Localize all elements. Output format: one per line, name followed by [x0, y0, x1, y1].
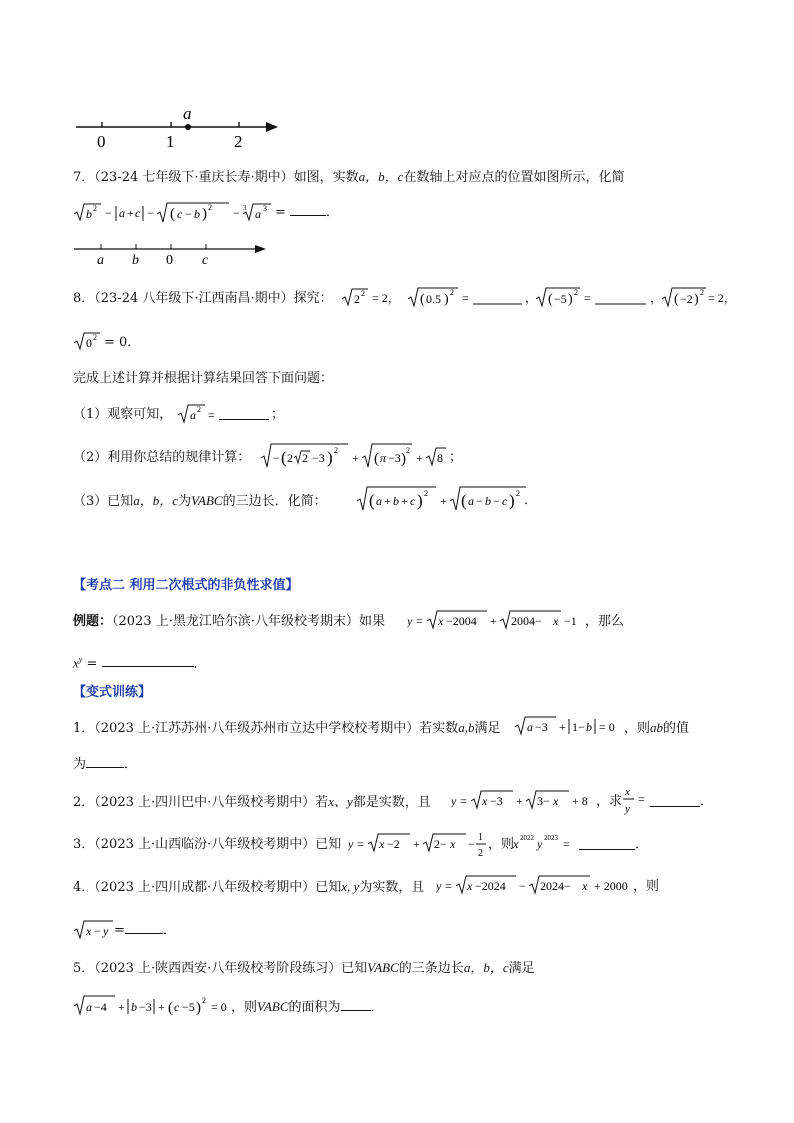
svg-text:−5: −5 — [554, 292, 567, 306]
example-line2 — [73, 650, 207, 674]
v2-frac-den: y — [625, 803, 630, 815]
svg-text:): ) — [509, 491, 515, 510]
svg-text:): ) — [202, 206, 207, 222]
v5-line2-tail: ，则 — [231, 1000, 258, 1015]
q7-line1 — [73, 167, 624, 188]
v1-tail2: 的值 — [663, 721, 690, 736]
v4-vars: x, y — [341, 879, 360, 894]
v4-mid: 为实数，且 — [359, 880, 425, 895]
v2-vars: x、y — [328, 794, 353, 809]
svg-text:1: 1 — [478, 832, 483, 843]
example-expr — [407, 608, 587, 632]
example-x: x — [73, 655, 79, 671]
svg-text:y: y — [436, 879, 442, 893]
v3-expr — [348, 826, 488, 860]
svg-text:3: 3 — [263, 204, 267, 213]
v5-line2-triangle: VABC — [257, 999, 289, 1014]
svg-text:+: + — [516, 794, 523, 808]
svg-text:c: c — [174, 1000, 180, 1014]
example-blank[interactable] — [102, 654, 194, 667]
svg-text:3: 3 — [243, 204, 247, 212]
v4-tail: ，则 — [633, 879, 660, 894]
q8-expressions — [340, 285, 740, 311]
q8-zero-text: = 0． — [104, 335, 141, 350]
svg-text:y: y — [103, 924, 109, 938]
v2-fraction — [622, 782, 650, 818]
q8-p3-triangle: VABC — [191, 493, 223, 508]
svg-text:2: 2 — [93, 204, 97, 213]
v4-end: ． — [162, 923, 176, 938]
v5-line2-end: 的面积为 — [288, 1000, 341, 1015]
svg-text:−2024: −2024 — [475, 879, 506, 893]
v1-line2 — [73, 755, 137, 775]
svg-text:= 2，: = 2， — [372, 291, 400, 305]
q8-p2-expr — [260, 440, 450, 472]
svg-text:2: 2 — [302, 451, 308, 465]
svg-text:8: 8 — [437, 451, 443, 465]
svg-text:=: = — [208, 408, 215, 422]
svg-text:+ 8: + 8 — [572, 794, 588, 808]
q7-vars: a，b，c — [358, 169, 404, 184]
svg-text:): ) — [568, 292, 573, 307]
svg-text:): ) — [417, 491, 423, 510]
svg-text:2: 2 — [208, 203, 212, 212]
svg-text:−: − — [105, 206, 112, 220]
v5-text: 5．（2023 上·陕西西安·八年级校考阶段练习）已知 — [73, 961, 368, 976]
svg-text:−2004: −2004 — [446, 614, 477, 628]
svg-text:(: ( — [281, 448, 287, 467]
q7-tail: 在数轴上对应点的位置如图所示，化简 — [403, 170, 625, 185]
v2-frac-num: x — [625, 786, 630, 798]
svg-text:−2: −2 — [680, 292, 693, 306]
svg-text:): ) — [694, 292, 699, 307]
svg-text:+: + — [440, 494, 447, 508]
svg-text:b: b — [586, 720, 592, 734]
v4-line1 — [73, 877, 424, 898]
svg-text:a: a — [527, 720, 533, 734]
svg-text:1−: 1− — [572, 720, 585, 734]
example-eq: = — [86, 656, 98, 672]
q8-line2 — [73, 369, 333, 389]
svg-text:2: 2 — [361, 289, 365, 298]
svg-text:x: x — [553, 614, 559, 628]
q8-p1-expr — [177, 402, 217, 426]
svg-text:=: = — [460, 794, 467, 808]
q8-p3-vars: a，b，c — [133, 493, 179, 508]
svg-text:x: x — [513, 837, 519, 851]
svg-text:2023: 2023 — [544, 834, 558, 842]
svg-text:x: x — [582, 879, 588, 893]
v2-mid: 都是实数，且 — [352, 795, 431, 810]
v3-blank[interactable] — [579, 837, 635, 850]
svg-text:(: ( — [674, 292, 679, 307]
q8-p1-blank[interactable] — [219, 407, 269, 420]
v2-blank[interactable] — [650, 794, 700, 807]
nl2-label-0: 0 — [166, 253, 173, 268]
v2-expr — [451, 788, 601, 812]
v2-line1 — [73, 792, 431, 813]
v5-tail: 满足 — [508, 961, 535, 976]
svg-text:−3: −3 — [535, 720, 548, 734]
q8-p3-mid: 为 — [178, 494, 192, 509]
svg-text:(: ( — [548, 292, 553, 307]
q8-part1 — [73, 405, 172, 425]
svg-text:−3: −3 — [139, 1000, 152, 1014]
v1-tail-wrap — [624, 718, 689, 739]
svg-text:2022: 2022 — [520, 834, 534, 842]
svg-text:c: c — [410, 494, 416, 508]
point-a-label: a — [183, 105, 192, 123]
svg-text:2: 2 — [354, 292, 360, 306]
q7-blank[interactable] — [290, 203, 326, 216]
v5-line2-dot: ． — [370, 1000, 384, 1015]
example-end: ． — [193, 656, 207, 672]
svg-text:+: + — [413, 837, 420, 851]
v1-line1 — [73, 718, 501, 739]
svg-text:a: a — [119, 206, 125, 220]
example-tail: ，那么 — [585, 614, 625, 629]
svg-text:x: x — [379, 837, 385, 851]
svg-text:−: − — [233, 206, 240, 220]
svg-text:−: − — [94, 924, 101, 938]
svg-text:−: − — [468, 837, 475, 851]
svg-text:π: π — [380, 451, 387, 465]
example-line1 — [73, 612, 385, 632]
svg-text:x: x — [86, 924, 92, 938]
tick-label-1: 1 — [166, 132, 175, 151]
v5-vars: a，b，c — [463, 960, 509, 975]
q8-p2-end: ； — [449, 450, 463, 465]
v2-end: ． — [700, 794, 714, 809]
v1-line2-text: 为 — [73, 757, 87, 772]
svg-text:y: y — [407, 614, 413, 628]
q7-answer: = ． — [275, 205, 340, 220]
svg-text:，: ， — [650, 291, 663, 305]
svg-text:y: y — [451, 794, 457, 808]
v3-end: ． — [635, 837, 649, 852]
svg-text:+: + — [559, 720, 566, 734]
q8-p3-mid2: 的三边长．化简： — [222, 494, 327, 509]
svg-text:2−: 2− — [434, 837, 447, 851]
svg-text:3−: 3− — [537, 794, 550, 808]
v2-tail: ，求 — [596, 794, 623, 809]
svg-text:): ) — [327, 448, 333, 467]
svg-text:2: 2 — [197, 405, 201, 414]
q8-p1-end: ； — [271, 407, 285, 422]
svg-text:+: + — [384, 494, 391, 508]
q8-line1 — [73, 289, 333, 309]
svg-text:= 0: = 0 — [599, 720, 615, 734]
v2-eq: = — [638, 792, 645, 806]
svg-text:−: − — [476, 494, 483, 508]
svg-text:x: x — [482, 794, 488, 808]
svg-text:−: − — [147, 206, 154, 220]
v5-mid: 的三条边长 — [398, 961, 464, 976]
q8-p2-text: （2）利用你总结的规律计算： — [73, 450, 251, 465]
example-y-sup: y — [78, 655, 83, 664]
v4-eq: = — [114, 923, 125, 938]
q8-part3 — [73, 491, 327, 512]
svg-text:a: a — [86, 1000, 92, 1014]
nl2-label-b: b — [132, 253, 139, 268]
section-title-2: 【考点二 利用二次根式的非负性求值】 — [73, 578, 299, 593]
svg-text:b: b — [194, 207, 200, 221]
svg-text:0.5: 0.5 — [426, 292, 441, 306]
svg-text:c: c — [135, 206, 141, 220]
svg-text:(: ( — [168, 1000, 173, 1016]
v3-line1 — [73, 835, 341, 855]
v5-blank[interactable] — [341, 998, 371, 1011]
svg-text:2: 2 — [516, 489, 520, 498]
q8-p3-expr — [356, 483, 528, 515]
svg-text:−5: −5 — [182, 1000, 195, 1014]
nl2-label-c: c — [202, 253, 209, 268]
v3-tail: ，则 — [488, 837, 515, 852]
v3-text: 3．（2023 上·山西临汾·八年级校考期中）已知 — [73, 837, 342, 852]
q7-equals: = — [275, 205, 286, 220]
v4-blank[interactable] — [125, 921, 163, 934]
svg-text:−: − — [493, 494, 500, 508]
q8-p1-text: （1）观察可知， — [73, 407, 173, 422]
variant-title: 【变式训练】 — [73, 685, 152, 700]
svg-text:−: − — [185, 207, 192, 221]
svg-text:=: = — [563, 837, 570, 851]
v1-blank[interactable] — [86, 755, 124, 768]
svg-text:2: 2 — [93, 333, 97, 342]
svg-text:(: ( — [170, 206, 175, 222]
svg-text:2: 2 — [574, 288, 578, 297]
svg-text:−: − — [519, 879, 526, 893]
svg-text:c: c — [177, 207, 183, 221]
svg-text:2: 2 — [406, 446, 410, 455]
v1-tail: ，则 — [624, 721, 651, 736]
svg-text:+: + — [158, 1000, 165, 1014]
v2-text: 2．（2023 上·四川巴中·八年级校考期中）若 — [73, 795, 329, 810]
v1-expr — [514, 714, 626, 738]
svg-text:=: = — [416, 614, 423, 628]
svg-text:2: 2 — [334, 446, 338, 455]
svg-text:2004−: 2004− — [511, 614, 542, 628]
v3-power — [513, 830, 581, 854]
svg-text:−1: −1 — [564, 614, 577, 628]
v4-line2 — [114, 921, 176, 941]
svg-text:): ) — [444, 292, 449, 307]
svg-text:2: 2 — [700, 288, 704, 297]
example-text: （2023 上·黑龙江哈尔滨·八年级校考期末）如果 — [112, 614, 385, 629]
svg-text:+: + — [127, 206, 134, 220]
v5-line1 — [73, 958, 535, 979]
svg-text:b: b — [393, 494, 399, 508]
svg-text:b: b — [131, 1000, 137, 1014]
svg-text:+: + — [416, 451, 423, 465]
svg-text:2024−: 2024− — [540, 879, 571, 893]
svg-text:a: a — [376, 494, 382, 508]
number-line-1 — [70, 105, 290, 153]
svg-text:−2: −2 — [387, 837, 400, 851]
svg-text:x: x — [467, 879, 473, 893]
svg-text:(: ( — [461, 491, 467, 510]
svg-text:a: a — [468, 494, 474, 508]
svg-text:= 2，: = 2， — [708, 291, 736, 305]
svg-text:b: b — [86, 207, 92, 221]
svg-text:): ) — [401, 451, 406, 467]
svg-text:x: x — [438, 614, 444, 628]
number-line-2 — [70, 238, 270, 268]
svg-text:2: 2 — [202, 996, 206, 1005]
svg-text:−4: −4 — [94, 1000, 107, 1014]
svg-text:+: + — [490, 614, 497, 628]
svg-text:a: a — [255, 207, 261, 221]
v1-vars: a,b — [458, 720, 475, 735]
tick-label-0: 0 — [97, 132, 106, 151]
svg-text:2: 2 — [478, 848, 483, 859]
tick-label-2: 2 — [234, 132, 243, 151]
svg-text:y: y — [537, 837, 543, 851]
svg-text:2: 2 — [450, 288, 454, 297]
v5-triangle: VABC — [367, 960, 399, 975]
svg-text:2: 2 — [287, 451, 293, 465]
q8-zero-result — [104, 333, 140, 353]
q8-instruction: 完成上述计算并根据计算结果回答下面问题： — [73, 371, 334, 386]
svg-text:−3: −3 — [312, 451, 325, 465]
example-label: 例题： — [73, 614, 113, 629]
v1-ab: ab — [650, 720, 664, 735]
svg-text:−3: −3 — [490, 794, 503, 808]
q8-p3-text: （3）已知 — [73, 494, 134, 509]
v1-line2-end: ． — [124, 757, 138, 772]
svg-text:−: − — [273, 451, 280, 465]
svg-text:a: a — [190, 408, 196, 422]
v1-text: 1．（2023 上·江苏苏州·八年级苏州市立达中学校校考期中）若实数 — [73, 721, 459, 736]
svg-text:=: = — [445, 879, 452, 893]
v4-expr — [436, 873, 636, 897]
q8-part2 — [73, 448, 250, 468]
svg-text:): ) — [196, 1000, 201, 1016]
svg-text:=: = — [584, 291, 591, 305]
q8-lead: 8．（23-24 八年级下·江西南昌·期中）探究： — [73, 291, 333, 306]
svg-text:c: c — [502, 494, 508, 508]
svg-text:+ 2000: + 2000 — [594, 879, 628, 893]
v4-text: 4．（2023 上·四川成都·八年级校考期中）已知 — [73, 880, 342, 895]
svg-text:x: x — [450, 837, 456, 851]
svg-text:(: ( — [420, 292, 425, 307]
svg-text:y: y — [348, 837, 354, 851]
svg-text:(: ( — [374, 451, 379, 467]
svg-text:(: ( — [369, 491, 375, 510]
svg-text:2: 2 — [424, 489, 428, 498]
q7-lead: 7．（23-24 七年级下·重庆长寿·期中）如图，实数 — [73, 170, 359, 185]
q8-p3-end: ． — [524, 493, 538, 508]
v5-line2 — [231, 997, 384, 1018]
svg-text:=: = — [357, 837, 364, 851]
svg-text:x: x — [553, 794, 559, 808]
nl2-label-a: a — [97, 253, 104, 268]
svg-text:=: = — [462, 291, 469, 305]
svg-text:+: + — [401, 494, 408, 508]
svg-text:，: ， — [525, 291, 538, 305]
svg-text:b: b — [485, 494, 491, 508]
v1-mid: 满足 — [474, 721, 501, 736]
svg-text:+: + — [118, 1000, 125, 1014]
svg-text:−3: −3 — [388, 451, 401, 465]
q8-sqrt-zero — [73, 331, 103, 353]
svg-text:+: + — [352, 451, 359, 465]
svg-text:= 0: = 0 — [211, 1000, 227, 1014]
svg-text:0: 0 — [86, 336, 92, 350]
